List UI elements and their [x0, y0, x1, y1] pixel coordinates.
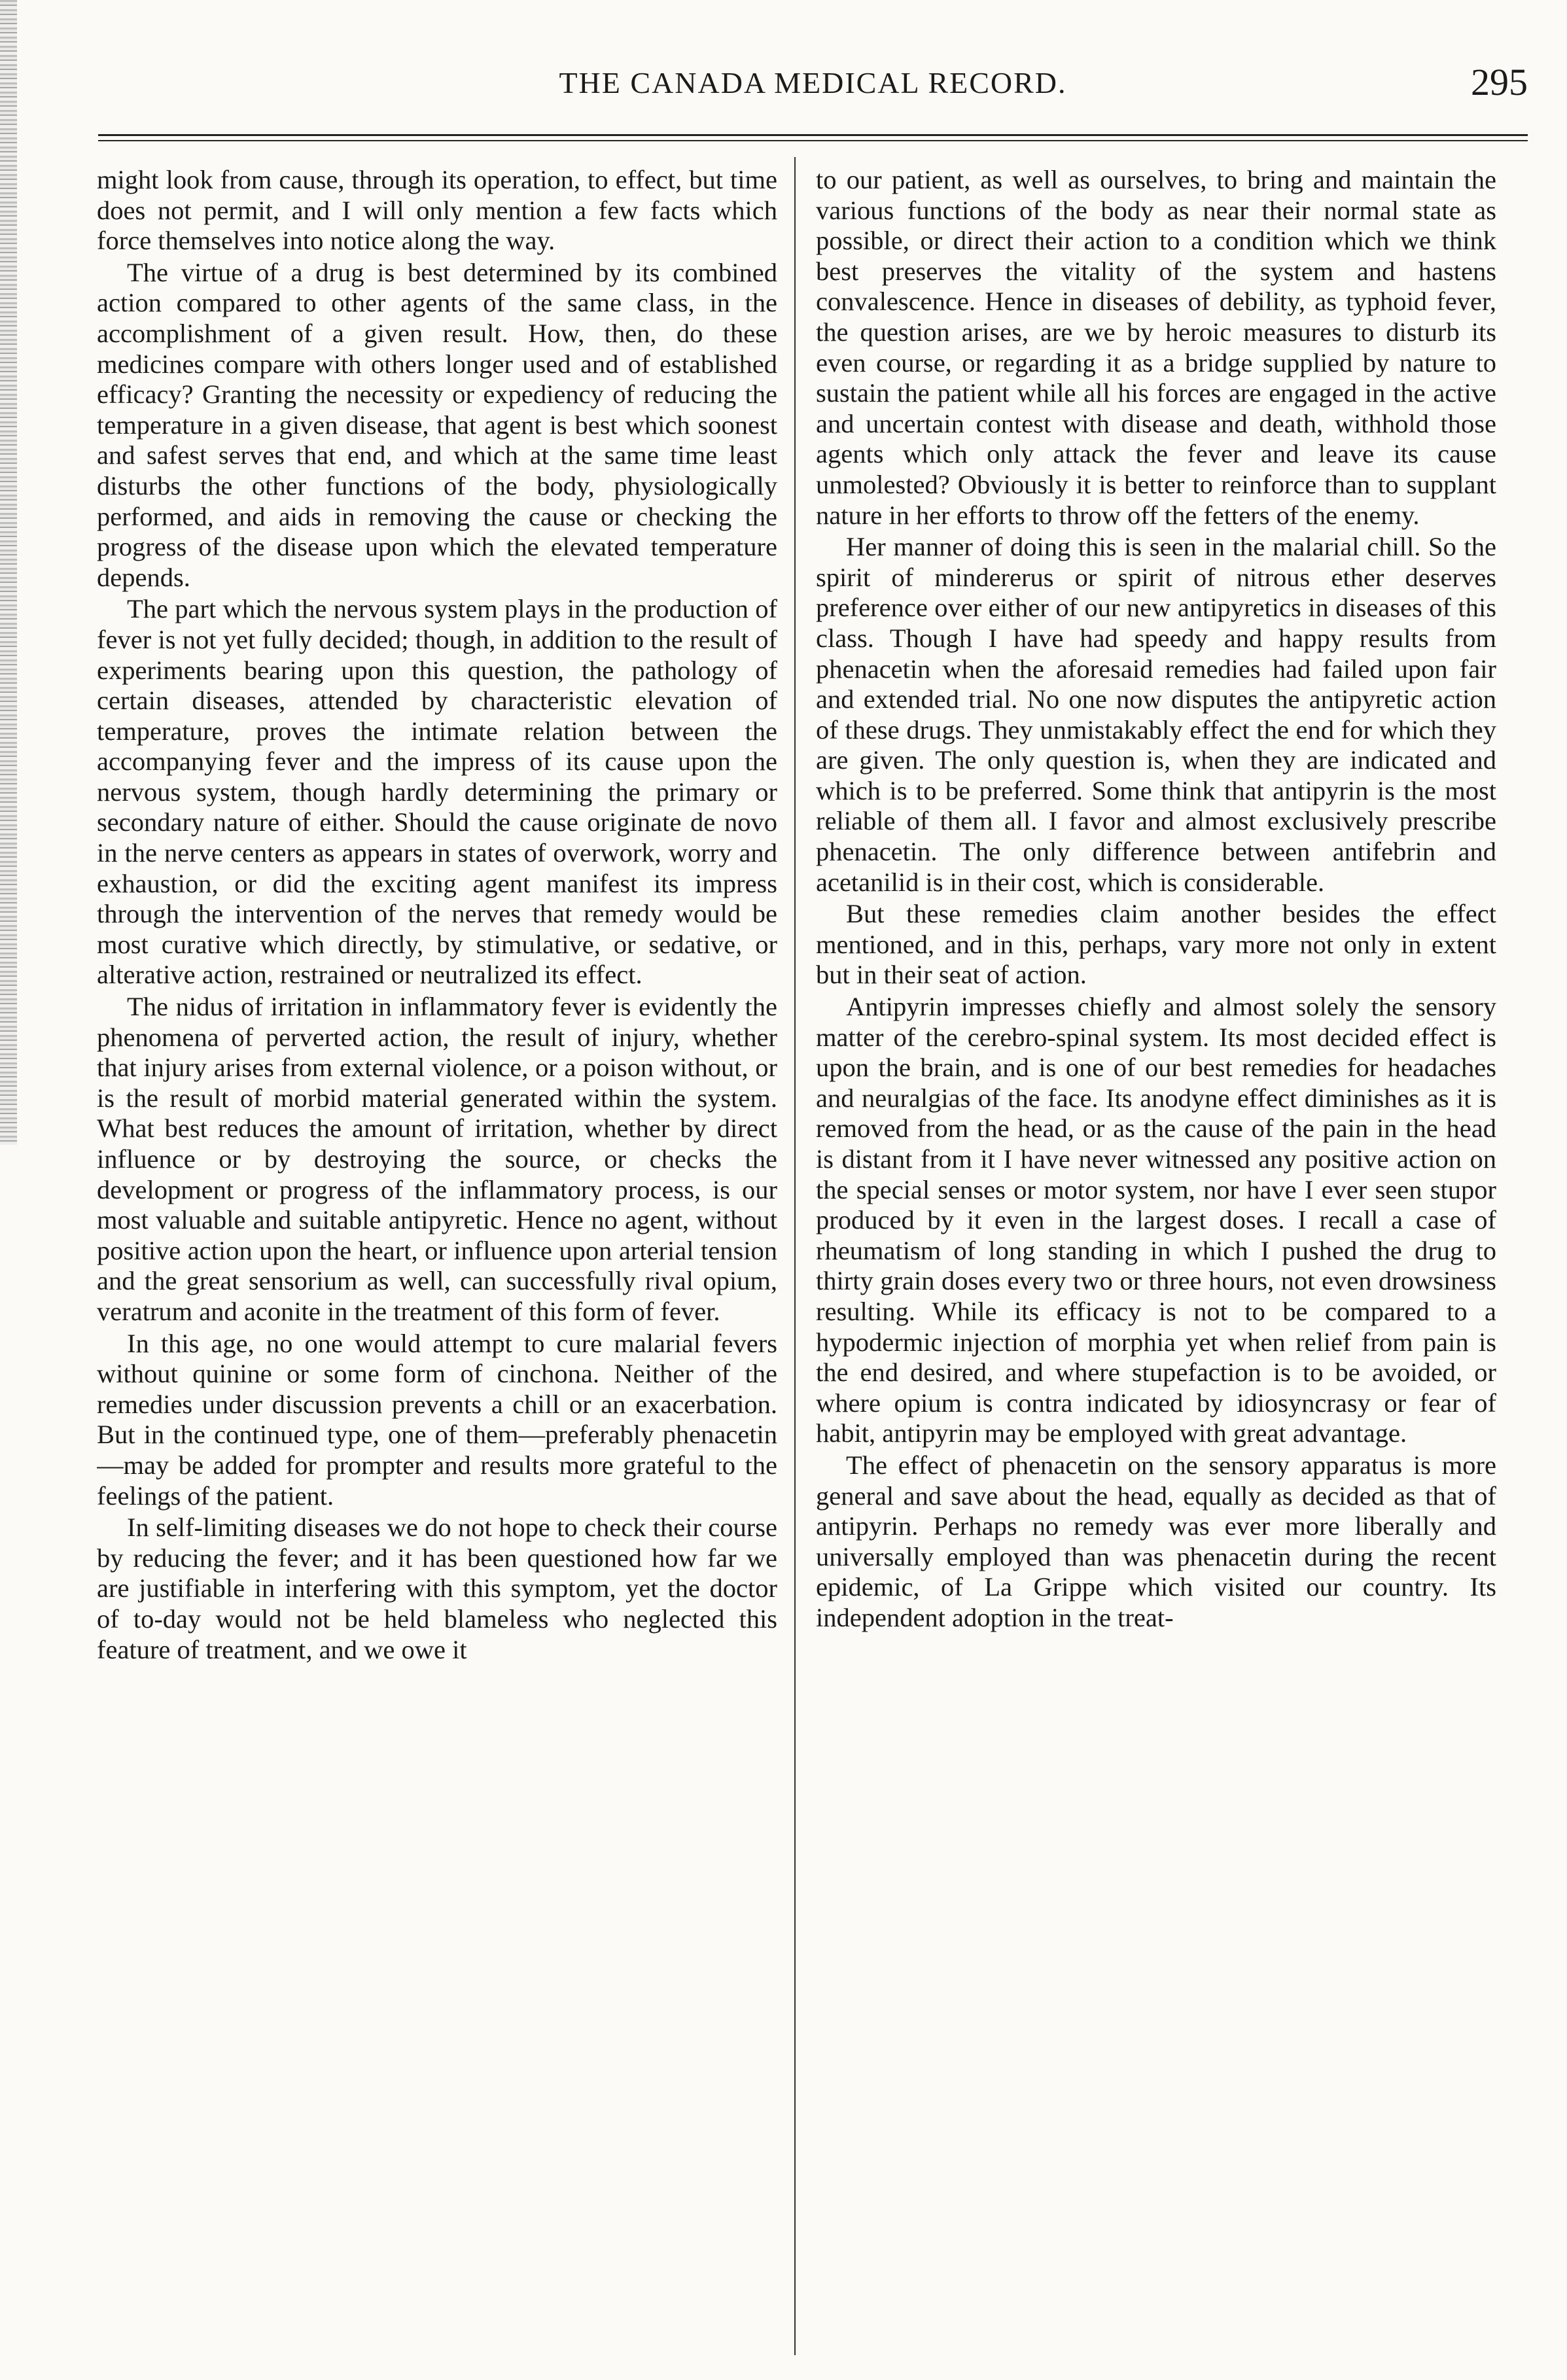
- column-divider: [794, 157, 796, 2355]
- paragraph: The nidus of irritation in inflammatory fever is evidently the phenomena of perverted action, the result of injury, whether that injury arises from external violence, or a poison without, or is the result of morbid material generated within the system. What best reduces the amount of irritation, whether by direct influence or by destroying the source, or checks the development or progress of the inflammatory process, is our most valuable and suitable antipyretic. Hence no agent, without positive action upon the heart, or influence upon arterial tension and the great sensorium as well, can successfully rival opium, veratrum and aconite in the treatment of this form of fever.: [97, 992, 777, 1326]
- header-rule-thin: [98, 140, 1528, 141]
- header-rule: [98, 134, 1528, 136]
- paragraph: The virtue of a drug is best determined by its combined action compared to other agents of the same class, in the accomplishment of a given result. How, then, do these medicines compare with others longer used and of established efficacy? Granting the necessity or expediency of reducing the temperature in a given disease, that agent is best which soonest and safest serves that end, and which at the same time least disturbs the other functions of the body, physiologically performed, and aids in removing the cause or checking the progress of the disease upon which the elevated temperature depends.: [97, 257, 777, 592]
- paragraph: In self-limiting diseases we do not hope to check their course by reducing the fever; and it has been questioned how far we are justifiable in interfering with this symptom, yet the doctor of to-day would not be held blameless who neglected this feature of treatment, and we owe it: [97, 1513, 777, 1664]
- paragraph: Her manner of doing this is seen in the malarial chill. So the spirit of mindererus or spirit of nitrous ether deserves preference over either of our new antipyretics in diseases of this class. Though I have had speedy and happy results from phenacetin when the aforesaid remedies had failed upon fair and extended trial. No one now disputes the antipyretic action of these drugs. They unmistakably effect the end for which they are given. The only question is, when they are indicated and which is to be preferred. Some think that antipyrin is the most reliable of them all. I favor and almost exclusively prescribe phenacetin. The only difference between antifebrin and acetanilid is in their cost, which is considerable.: [816, 532, 1496, 897]
- paragraph: In this age, no one would attempt to cure malarial fevers without quinine or some form of cinchona. Neither of the remedies under discussion prevents a chill or an exacerbation. But in the continued type, one of them—preferably phenacetin—may be added for prompter and results more grateful to the feelings of the patient.: [97, 1328, 777, 1511]
- right-column: [816, 165, 1496, 2350]
- paragraph: might look from cause, through its operation, to effect, but time does not permit, and I will only mention a few facts which force themselves into notice along the way.: [97, 165, 777, 256]
- binding-edge: [0, 0, 17, 1145]
- paragraph: to our patient, as well as ourselves, to bring and maintain the various functions of the body as near their normal state as possible, or direct their action to a condition which we think best preserves the vitality of the system and hastens convalescence. Hence in diseases of debility, as typhoid fever, the question arises, are we by heroic measures to disturb its even course, or regarding it as a bridge supplied by nature to sustain the patient while all his forces are engaged in the active and uncertain contest with disease and death, withhold those agents which only attack the fever and leave its cause unmolested? Obviously it is better to reinforce than to supplant nature in her efforts to throw off the fetters of the enemy.: [816, 165, 1496, 530]
- paragraph: But these remedies claim another besides the effect mentioned, and in this, perhaps, vary more not only in extent but in their seat of action.: [816, 899, 1496, 990]
- paragraph: The part which the nervous system plays in the production of fever is not yet fully decided; though, in addition to the result of experiments bearing upon this question, the pathology of certain diseases, attended by characteristic elevation of temperature, proves the intimate relation between the accompanying fever and the impress of its cause upon the nervous system, though hardly determining the primary or secondary nature of either. Should the cause originate de novo in the nerve centers as appears in states of overwork, worry and exhaustion, or did the exciting agent manifest its impress through the intervention of the nerves that remedy would be most curative which directly, by stimulative, or sedative, or alterative action, restrained or neutralized its effect.: [97, 594, 777, 990]
- left-column: [97, 165, 777, 2350]
- paragraph: Antipyrin impresses chiefly and almost solely the sensory matter of the cerebro-spinal system. Its most decided effect is upon the brain, and is one of our best remedies for headaches and neuralgias of the face. Its anodyne effect diminishes as it is removed from the head, or as the cause of the pain in the head is distant from it I have never witnessed any positive action on the special senses or motor system, nor have I ever seen stupor produced by it even in the largest doses. I recall a case of rheumatism of long standing in which I pushed the drug to thirty grain doses every two or three hours, not even drowsiness resulting. While its efficacy is not to be compared to a hypodermic injection of morphia yet when relief from pain is the end desired, and where stupefaction is to be avoided, or where opium is contra indicated by idiosyncrasy or fear of habit, antipyrin may be employed with great advantage.: [816, 992, 1496, 1448]
- page-number: 295: [1471, 61, 1528, 103]
- page-header: [98, 58, 1528, 110]
- paragraph: The effect of phenacetin on the sensory apparatus is more general and save about the head, equally as decided as that of antipyrin. Perhaps no remedy was ever more liberally and universally employed than was phenacetin during the recent epidemic, of La Grippe which visited our country. Its independent adoption in the treat-: [816, 1450, 1496, 1632]
- running-title: THE CANADA MEDICAL RECORD.: [559, 66, 1067, 99]
